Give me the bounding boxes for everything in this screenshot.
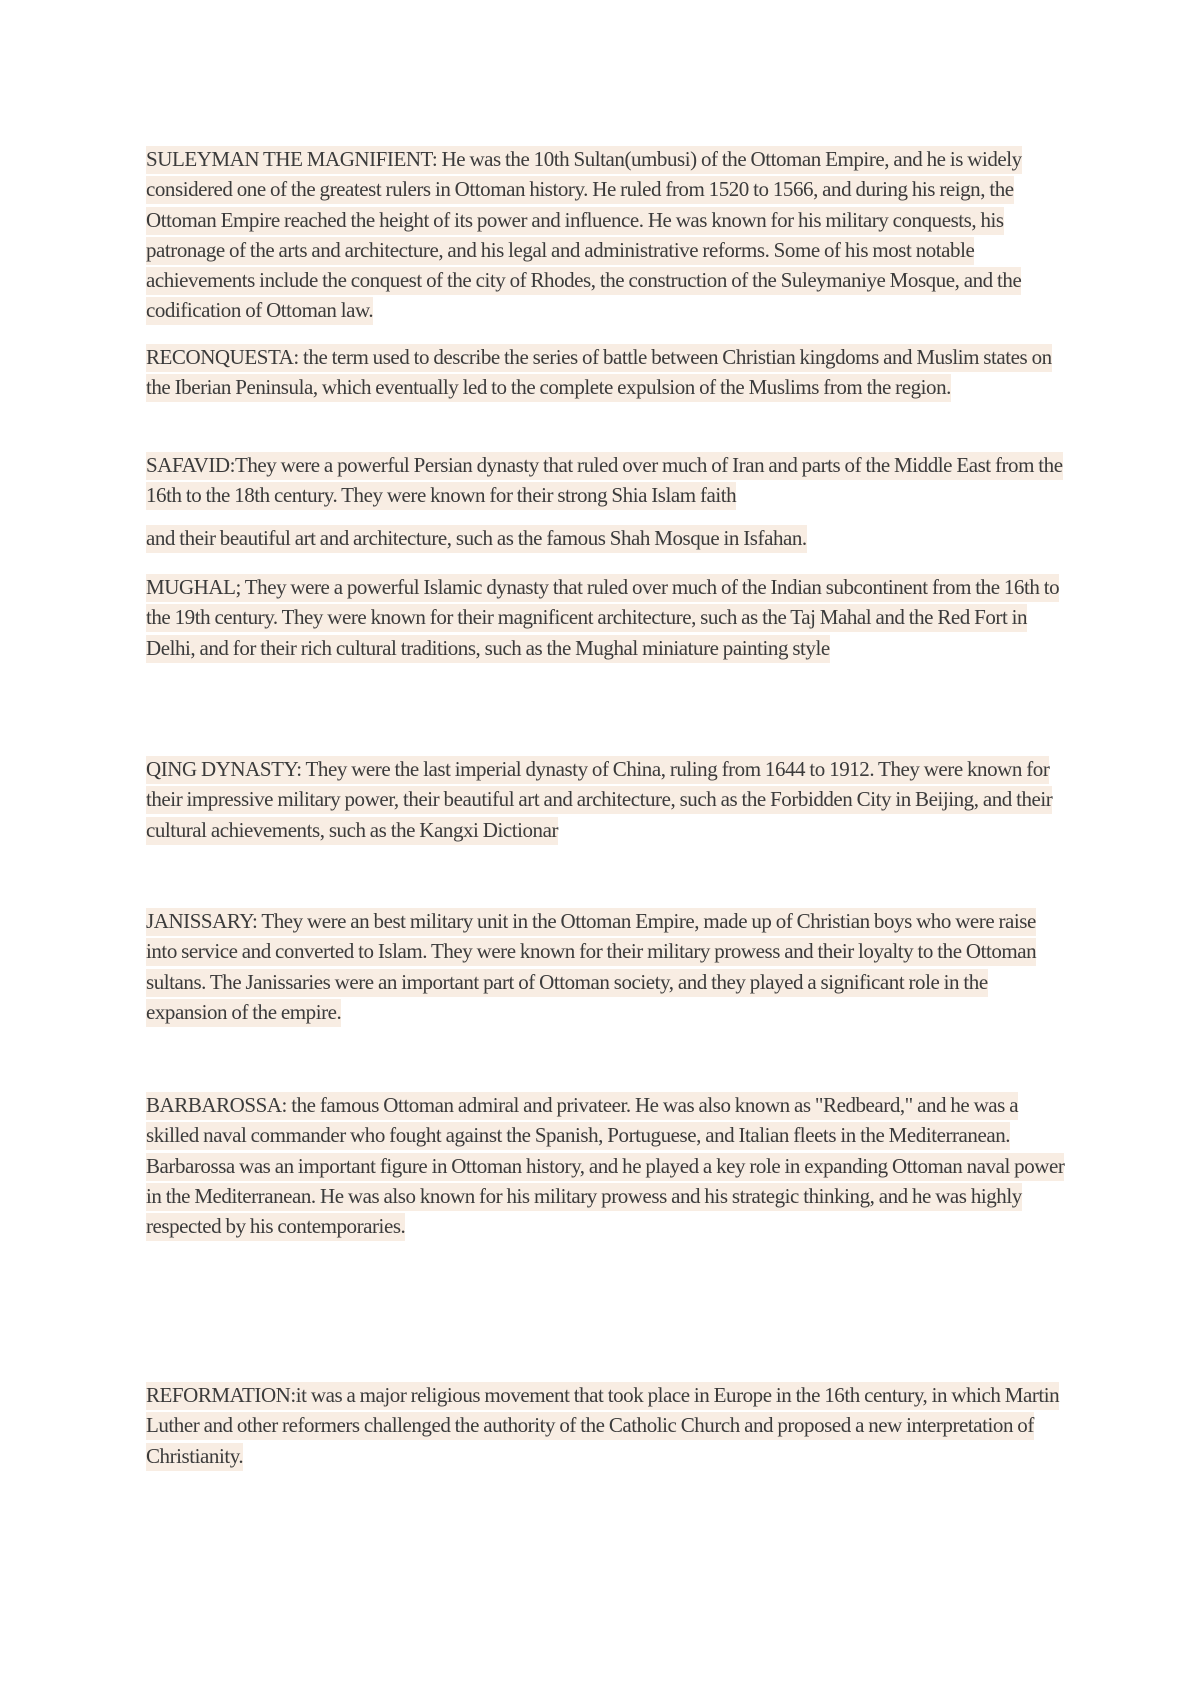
paragraph-text: JANISSARY: They were an best military unit in the Ottoman Empire, made up of Christian boys who were raise into service and converted to Islam. They were known for their military prowess and their loyalty to the Ottoman sultans. The Janissaries were an important part of Ottoman society, and they played a significant role in the expansion of the empire. [146,908,1036,1027]
paragraph-text: SULEYMAN THE MAGNIFIENT: He was the 10th Sultan(umbusi) of the Ottoman Empire, and he is widely considered one of the greatest rulers in Ottoman history. He ruled from 1520 to 1566, and during his reign, the Ottoman Empire reached the height of its power and influence. He was known for his military conquests, his patronage of the arts and architecture, and his legal and administrative reforms. Some of his most notable achievements include the conquest of the city of Rhodes, the construction of the Suleymaniye Mosque, and the codification of Ottoman law. [146,146,1022,325]
paragraph-text: MUGHAL; They were a powerful Islamic dynasty that ruled over much of the Indian subcontinent from the 16th to the 19th century. They were known for their magnificent architecture, such as the Taj Mahal and the Red Fort in Delhi, and for their rich cultural traditions, such as the Mughal miniature painting style [146,574,1059,663]
paragraph-text-continued: and their beautiful art and architecture, such as the famous Shah Mosque in Isfahan. [146,525,807,553]
paragraph-qing-dynasty [146,754,1066,845]
paragraph-reconquesta [146,342,1066,403]
paragraph-barbarossa [146,1090,1066,1241]
paragraph-suleyman [146,144,1066,326]
paragraph-reformation [146,1380,1066,1471]
paragraph-mughal [146,572,1066,663]
paragraph-text: SAFAVID:They were a powerful Persian dynasty that ruled over much of Iran and parts of the Middle East from the 16th to the 18th century. They were known for their strong Shia Islam faith [146,452,1063,510]
paragraph-text: REFORMATION:it was a major religious movement that took place in Europe in the 16th century, in which Martin Luther and other reformers challenged the authority of the Catholic Church and proposed a new interpretation of Christianity. [146,1382,1059,1471]
paragraph-text: BARBAROSSA: the famous Ottoman admiral and privateer. He was also known as "Redbeard," and he was a skilled naval commander who fought against the Spanish, Portuguese, and Italian fleets in the Mediterranean. Barbarossa was an important figure in Ottoman history, and he played a key role in expanding Ottoman naval power in the Mediterranean. He was also known for his military prowess and his strategic thinking, and he was highly respected by his contemporaries. [146,1092,1064,1241]
paragraph-janissary [146,906,1066,1027]
paragraph-text: QING DYNASTY: They were the last imperial dynasty of China, ruling from 1644 to 1912. They were known for their impressive military power, their beautiful art and architecture, such as the Forbidden City in Beijing, and their cultural achievements, such as the Kangxi Dictionar [146,756,1052,845]
paragraph-safavid [146,450,1066,553]
paragraph-text: RECONQUESTA: the term used to describe the series of battle between Christian kingdoms and Muslim states on the Iberian Peninsula, which eventually led to the complete expulsion of the Muslims from the region. [146,344,1052,402]
